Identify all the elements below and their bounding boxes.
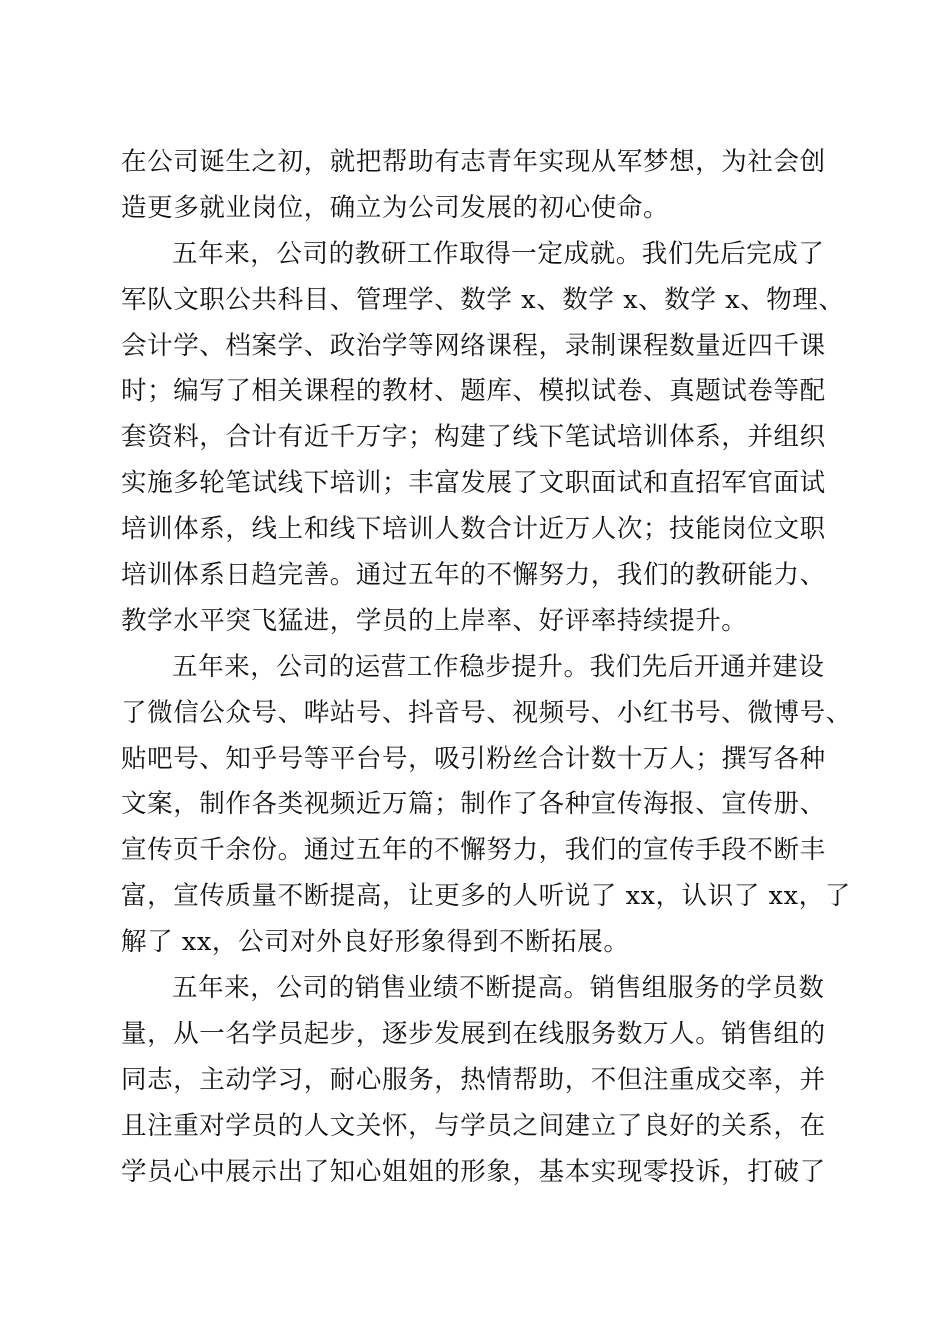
text-line: 在公司诞生之初，就把帮助有志青年实现从军梦想，为社会创 bbox=[121, 147, 826, 177]
text-line: 套资料，合计有近千万字；构建了线下笔试培训体系，并组织 bbox=[121, 422, 826, 453]
text-line: 且注重对学员的人文关怀，与学员之间建立了良好的关系，在 bbox=[121, 1110, 826, 1141]
text-line: 教学水平突飞猛进，学员的上岸率、好评率持续提升。 bbox=[121, 605, 748, 636]
paragraph-first-line: 五年来，公司的教研工作取得一定成就。我们先后完成了 bbox=[172, 238, 825, 269]
text-line: 富，宣传质量不断提高，让更多的人听说了 xx，认识了 xx，了 bbox=[121, 881, 851, 912]
text-line: 解了 xx，公司对外良好形象得到不断拓展。 bbox=[121, 927, 630, 958]
text-line: 实施多轮笔试线下培训；丰富发展了文职面试和直招军官面试 bbox=[121, 468, 826, 499]
text-line: 量，从一名学员起步，逐步发展到在线服务数万人。销售组的 bbox=[121, 1018, 826, 1049]
text-line: 学员心中展示出了知心姐姐的形象，基本实现零投诉，打破了 bbox=[121, 1156, 826, 1187]
text-line: 培训体系，线上和线下培训人数合计近万人次；技能岗位文职 bbox=[121, 514, 826, 545]
text-line: 时；编写了相关课程的教材、题库、模拟试卷、真题试卷等配 bbox=[121, 376, 826, 407]
paragraph-first-line: 五年来，公司的运营工作稳步提升。我们先后开通并建设 bbox=[172, 651, 825, 682]
body-text bbox=[121, 140, 852, 1195]
paragraph-first-line: 五年来，公司的销售业绩不断提高。销售组服务的学员数 bbox=[172, 973, 825, 1004]
text-line: 了微信公众号、哔站号、抖音号、视频号、小红书号、微博号、 bbox=[121, 697, 852, 728]
text-line: 贴吧号、知乎号等平台号，吸引粉丝合计数十万人；撰写各种 bbox=[121, 743, 826, 774]
text-line: 培训体系日趋完善。通过五年的不懈努力，我们的教研能力、 bbox=[121, 560, 826, 591]
text-line: 造更多就业岗位，确立为公司发展的初心使命。 bbox=[121, 192, 670, 223]
text-line: 会计学、档案学、政治学等网络课程，录制课程数量近四千课 bbox=[121, 330, 826, 361]
text-line: 文案，制作各类视频近万篇；制作了各种宣传海报、宣传册、 bbox=[121, 789, 826, 820]
text-line: 宣传页千余份。通过五年的不懈努力，我们的宣传手段不断丰 bbox=[121, 835, 826, 866]
text-line: 军队文职公共科目、管理学、数学 x、数学 x、数学 x、物理、 bbox=[121, 284, 845, 315]
text-line: 同志，主动学习，耐心服务，热情帮助，不但注重成交率，并 bbox=[121, 1064, 826, 1095]
